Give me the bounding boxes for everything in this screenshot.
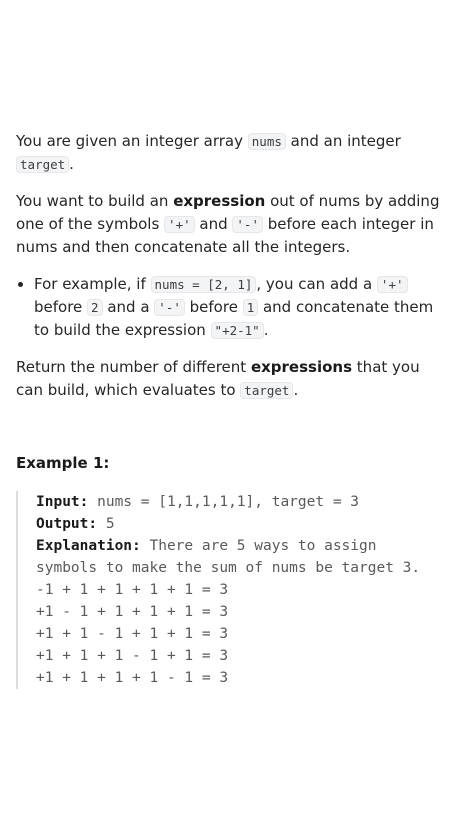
example-output-line: [36, 513, 446, 535]
bullet-text-4: and a: [102, 298, 155, 316]
expression-line: -1 + 1 + 1 + 1 + 1 = 3: [36, 582, 229, 598]
explanation-label: Explanation:: [36, 538, 141, 554]
explanation-value: There are 5 ways to assign: [140, 538, 377, 554]
build-text-1: You want to build an: [16, 192, 174, 210]
output-value: 5: [97, 516, 115, 532]
bold-expressions: expressions: [250, 358, 353, 376]
inline-code-2: 2: [87, 299, 103, 316]
return-text-2: that you can build, which evaluates to: [16, 358, 420, 399]
inline-code-minus: '-': [232, 216, 263, 233]
inline-code-minus-2: '-': [154, 299, 185, 316]
inline-code-nums: nums: [248, 133, 286, 150]
inline-code-nums-example: nums = [2, 1]: [151, 276, 257, 293]
intro-text-2: and an integer: [285, 132, 401, 150]
bullet-text-5: before: [184, 298, 243, 316]
bullet-text-3: before: [34, 298, 88, 316]
return-paragraph: [16, 356, 446, 402]
return-text-3: .: [293, 381, 299, 399]
expression-line: +1 - 1 + 1 + 1 + 1 = 3: [36, 604, 229, 620]
example-bullet-list: [16, 273, 446, 342]
bullet-text-7: .: [263, 321, 269, 339]
expression-line: +1 + 1 + 1 - 1 + 1 = 3: [36, 648, 229, 664]
explanation-continuation: symbols to make the sum of nums be target 3.: [36, 560, 421, 576]
return-text-1: Return the number of different: [16, 358, 251, 376]
inline-code-plus: '+': [164, 216, 195, 233]
bullet-item: [34, 273, 446, 342]
output-label: Output:: [36, 516, 98, 532]
example-title: Example 1:: [16, 454, 110, 472]
bullet-text-6: and concatenate them to build the expression: [34, 298, 434, 339]
intro-text-3: .: [69, 155, 74, 173]
problem-description: [16, 130, 446, 689]
inline-code-target: target: [16, 156, 69, 173]
example-block: [16, 491, 446, 689]
inline-code-1: 1: [243, 299, 259, 316]
example-input-line: [36, 491, 446, 513]
inline-code-target-2: target: [240, 382, 293, 399]
inline-code-plus-2: '+': [377, 276, 408, 293]
build-text-4: before each integer in nums and then concatenate all the integers.: [16, 215, 434, 256]
bullet-text-2: , you can add a: [256, 275, 377, 293]
intro-text-1: You are given an integer array: [16, 132, 248, 150]
bullet-text-1: For example, if: [34, 275, 151, 293]
expression-line: +1 + 1 + 1 + 1 - 1 = 3: [36, 670, 229, 686]
example-explanation-line: [36, 535, 446, 557]
input-value: nums = [1,1,1,1,1], target = 3: [88, 494, 360, 510]
bold-expression: expression: [173, 192, 266, 210]
build-paragraph: [16, 190, 446, 259]
expression-line: +1 + 1 - 1 + 1 + 1 = 3: [36, 626, 229, 642]
build-text-2: out of nums by adding one of the symbols: [16, 192, 440, 233]
inline-code-expression: "+2-1": [211, 322, 264, 339]
intro-paragraph: [16, 130, 446, 176]
build-text-3: and: [194, 215, 233, 233]
input-label: Input:: [36, 494, 89, 510]
